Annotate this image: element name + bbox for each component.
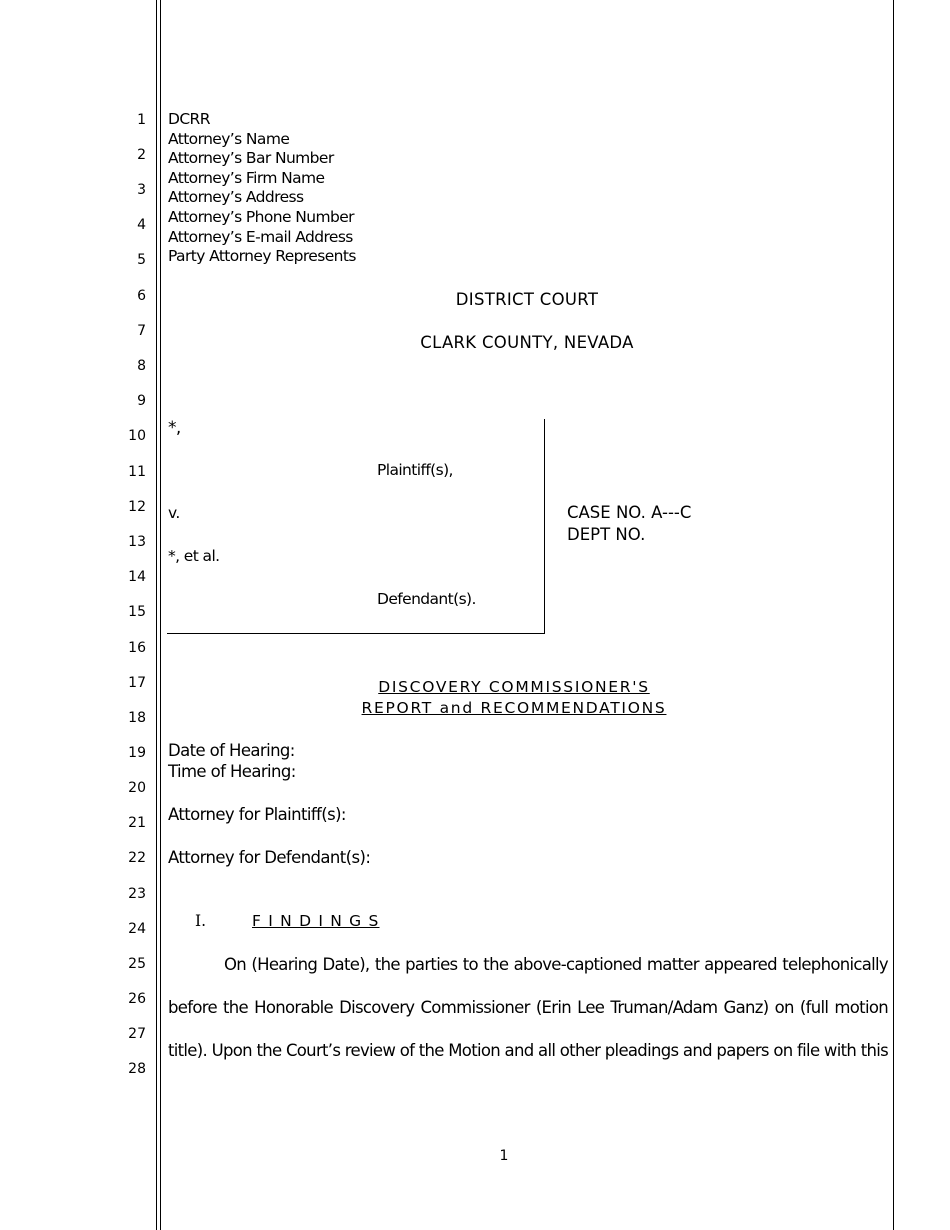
left-margin-rule-inner (160, 0, 161, 1230)
findings-heading: F I N D I N G S (252, 912, 380, 930)
line-number: 20 (128, 780, 146, 796)
findings-numeral: I. (195, 912, 207, 930)
findings-paragraph-line: title). Upon the Court’s review of the Motion and all other pleadings and papers on file with this (168, 1041, 888, 1060)
line-number: 27 (128, 1026, 146, 1042)
plaintiff-name: *, (168, 418, 181, 438)
line-number: 10 (128, 428, 146, 444)
hearing-time-label: Time of Hearing: (168, 762, 296, 781)
line-number: 23 (128, 886, 146, 902)
plaintiff-attorney-label: Attorney for Plaintiff(s): (168, 805, 346, 824)
line-number: 28 (128, 1061, 146, 1077)
findings-paragraph-line: before the Honorable Discovery Commissioner (Erin Lee Truman/Adam Ganz) on (full motion (168, 998, 888, 1017)
document-code: DCRR (168, 110, 210, 128)
line-number: 12 (128, 499, 146, 515)
line-number: 22 (128, 850, 146, 866)
report-title (314, 677, 714, 719)
line-number: 3 (137, 182, 146, 198)
line-number: 4 (137, 217, 146, 233)
plaintiff-label: Plaintiff(s), (377, 461, 453, 479)
attorney-address: Attorney’s Address (168, 188, 304, 207)
attorney-name: Attorney’s Name (168, 129, 290, 148)
court-name: DISTRICT COURT (455, 290, 599, 309)
line-number: 1 (137, 112, 146, 128)
line-number: 6 (137, 288, 146, 304)
page-number: 1 (499, 1148, 509, 1164)
hearing-date-label: Date of Hearing: (168, 741, 295, 760)
attorney-email-address: Attorney’s E-mail Address (168, 227, 353, 246)
line-number: 18 (128, 710, 146, 726)
court-county: CLARK COUNTY, NEVADA (420, 333, 634, 352)
attorney-header-block (168, 110, 356, 267)
case-number: CASE NO. A---C (567, 503, 692, 522)
right-margin-rule (893, 0, 894, 1230)
party-represented: Party Attorney Represents (168, 247, 356, 266)
line-number: 26 (128, 991, 146, 1007)
line-number: 24 (128, 921, 146, 937)
line-number: 8 (137, 358, 146, 374)
line-number: 9 (137, 393, 146, 409)
defendant-label: Defendant(s). (377, 590, 476, 608)
attorney-bar-number: Attorney’s Bar Number (168, 149, 334, 168)
line-number: 14 (128, 569, 146, 585)
line-number: 16 (128, 640, 146, 656)
report-title-line-1: DISCOVERY COMMISSIONER'S (378, 678, 650, 696)
attorney-phone-number: Attorney’s Phone Number (168, 207, 354, 226)
line-number: 13 (128, 534, 146, 550)
line-number: 2 (137, 147, 146, 163)
line-number: 15 (128, 604, 146, 620)
caption-box (167, 419, 545, 634)
line-number: 17 (128, 675, 146, 691)
defendant-name: *, et al. (168, 547, 220, 565)
department-number: DEPT NO. (567, 525, 646, 544)
line-number: 5 (137, 252, 146, 268)
line-number: 7 (137, 323, 146, 339)
attorney-firm-name: Attorney’s Firm Name (168, 168, 325, 187)
line-number: 25 (128, 956, 146, 972)
line-number: 21 (128, 815, 146, 831)
line-number: 11 (128, 464, 146, 480)
left-margin-rule-outer (156, 0, 157, 1230)
line-number: 19 (128, 745, 146, 761)
defendant-attorney-label: Attorney for Defendant(s): (168, 848, 371, 867)
report-title-line-2: REPORT and RECOMMENDATIONS (361, 699, 667, 717)
findings-paragraph-line: On (Hearing Date), the parties to the above-captioned matter appeared telephonically (224, 955, 888, 974)
versus-label: v. (168, 504, 180, 522)
